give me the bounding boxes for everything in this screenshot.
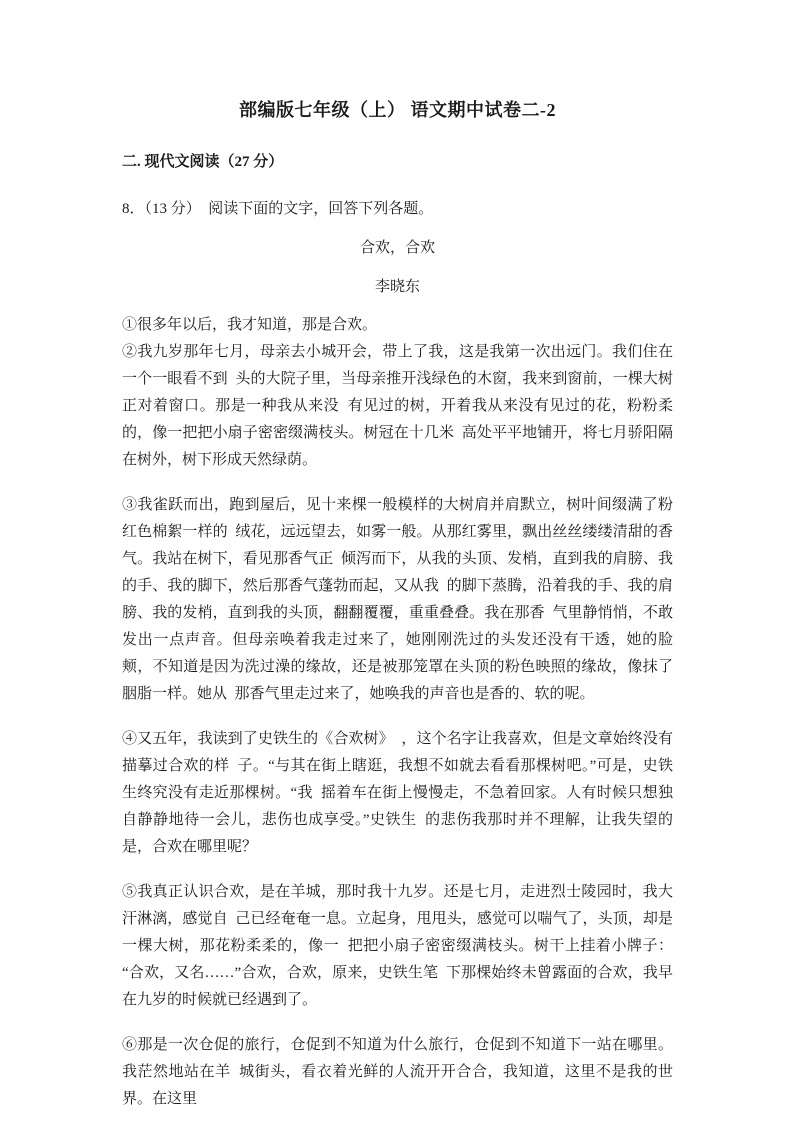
passage-paragraph-1: ①很多年以后，我才知道，那是合欢。 bbox=[122, 317, 378, 333]
question-stem: 8．（13 分） 阅读下面的文字，回答下列各题。 bbox=[122, 201, 434, 217]
passage-paragraph-3: ③我雀跃而出，跑到屋后，见十来棵一般模样的大树肩并肩默立，树叶间缀满了粉红色棉絮一样的 绒花，远远望去，如雾一般。从那红雾里，飘出丝丝缕缕清甜的香气。我站在树下，看见那香气正 倾泻而下，从我的头顶、发梢，直到我的肩膀、我的手、我的脚下，然后那香气蓬勃而起，又从我 的脚下蒸腾，沿着我的手、我的肩膀、我的发梢，直到我的头顶，翻翻覆覆，重重叠叠。我在那香 气里静悄悄，不敢发出一点声音。但母亲唤着我走过来了，她刚刚洗过的头发还没有干透，她的脸 颊，不知道是因为洗过澡的缘故，还是被那笼罩在头顶的粉色映照的缘故，像抹了胭脂一样。她从 那香气里走过来了，她唤我的声音也是香的、软的呢。 bbox=[122, 497, 681, 702]
passage-paragraph-2: ②我九岁那年七月，母亲去小城开会，带上了我，这是我第一次出远门。我们住在一个一眼看不到 头的大院子里，当母亲推开浅绿色的木窗，我来到窗前，一棵大树正对着窗口。那是一种我从来没 有见过的树，开着我从来没有见过的花，粉粉柔的，像一把把小扇子密密缀满枝头。树冠在十几米 高处平平地铺开，将七月骄阳隔在树外，树下形成天然绿荫。 bbox=[122, 344, 673, 468]
passage-paragraph-5: ⑤我真正认识合欢，是在羊城，那时我十九岁。还是七月，走进烈士陵园时，我大汗淋漓，感觉自 己已经奄奄一息。立起身，甩甩头，感觉可以喘气了，头顶，却是一棵大树，那花粉柔柔的，像一 把把小扇子密密缀满枝头。树干上挂着小牌子： “合欢，又名……”合欢，合欢，原来，史铁生笔 下那棵始终未曾露面的合欢，我早在九岁的时候就已经遇到了。 bbox=[122, 884, 681, 1008]
passage-author: 李晓东 bbox=[374, 279, 420, 295]
passage-title: 合欢，合欢 bbox=[359, 240, 435, 256]
passage-paragraph-4: ④又五年，我读到了史铁生的《合欢树》 ，这个名字让我喜欢，但是文章始终没有描摹过合欢的样 子。“与其在街上瞎逛，我想不如就去看看那棵树吧。”可是，史铁生终究没有走近那棵树。“我 摇着车在街上慢慢走，不急着回家。人有时候只想独自静静地待一会儿，悲伤也成享受。”史铁生 的悲伤我那时并不理解，让我失望的是，合欢在哪里呢？ bbox=[122, 731, 673, 855]
section-heading: 二. 现代文阅读（27 分） bbox=[122, 154, 284, 170]
passage-paragraph-6: ⑥那是一次仓促的旅行，仓促到不知道为什么旅行，仓促到不知道下一站在哪里。我茫然地站在羊 城街头，看衣着光鲜的人流开开合合，我知道，这里不是我的世界。在这里 bbox=[122, 1037, 673, 1107]
document-title: 部编版七年级（上） 语文期中试卷二-2 bbox=[239, 100, 556, 120]
